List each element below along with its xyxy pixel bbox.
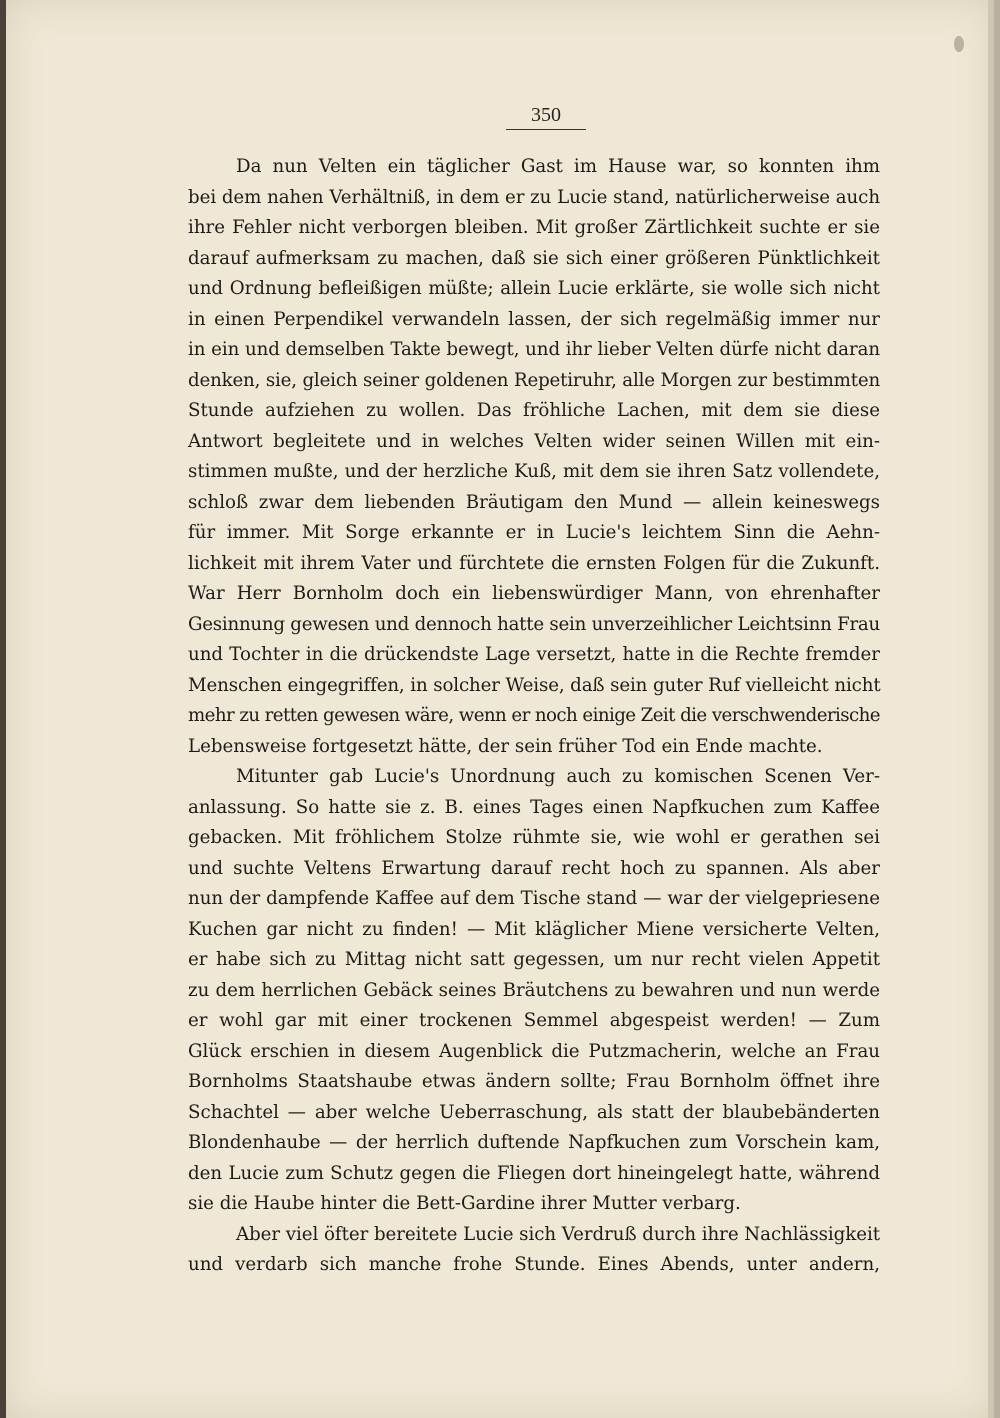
paragraph: [188, 1220, 880, 1281]
body-text: [188, 152, 880, 1281]
text-line: Kuchen gar nicht zu finden! — Mit kläglicher Miene versicherte Velten,: [188, 918, 880, 940]
text-line: er wohl gar mit einer trockenen Semmel abgespeist werden! — Zum: [188, 1010, 880, 1031]
text-line: er habe sich zu Mittag nicht satt gegessen, um nur recht vielen Appetit: [188, 949, 880, 970]
text-line: Antwort begleitete und in welches Velten wider seinen Willen mit ein-: [188, 430, 880, 452]
text-line: zu dem herrlichen Gebäck seines Bräutchens zu bewahren und nun werde: [188, 979, 880, 1001]
text-line: den Lucie zum Schutz gegen die Fliegen dort hineingelegt hatte, während: [188, 1162, 880, 1184]
paragraph: [188, 152, 880, 762]
book-page: [6, 0, 994, 1418]
text-line: mehr zu retten gewesen wäre, wenn er noch einige Zeit die verschwenderische: [188, 705, 880, 726]
text-line: Blondenhaube — der herrlich duftende Napfkuchen zum Vorschein kam,: [188, 1132, 880, 1153]
text-line: denken, sie, gleich seiner goldenen Repetiruhr, alle Morgen zur bestimmten: [188, 369, 880, 391]
text-line: Lebensweise fortgesetzt hätte, der sein früher Tod ein Ende machte.: [188, 735, 823, 757]
text-line: nun der dampfende Kaffee auf dem Tische stand — war der vielgepriesene: [188, 888, 880, 909]
text-line: Schachtel — aber welche Ueberraschung, als statt der blaubebänderten: [188, 1101, 880, 1123]
text-line: Gesinnung gewesen und dennoch hatte sein unverzeihlicher Leichtsinn Frau: [188, 613, 880, 635]
text-line: gebacken. Mit fröhlichem Stolze rühmte sie, wie wohl er gerathen sei: [188, 827, 880, 848]
text-line: Menschen eingegriffen, in solcher Weise, daß sein guter Ruf vielleicht nicht: [188, 674, 881, 696]
text-line: Stunde aufziehen zu wollen. Das fröhliche Lachen, mit dem sie diese: [188, 400, 880, 421]
text-line: War Herr Bornholm doch ein liebenswürdiger Mann, von ehrenhafter: [188, 583, 880, 604]
page-right-edge: [988, 0, 994, 1418]
text-line: sie die Haube hinter die Bett-Gardine ihrer Mutter verbarg.: [188, 1193, 741, 1214]
text-line: darauf aufmerksam zu machen, daß sie sich einer größeren Pünktlichkeit: [188, 247, 880, 269]
text-line: bei dem nahen Verhältniß, in dem er zu Lucie stand, natürlicherweise auch: [188, 186, 880, 208]
paragraph: [188, 762, 880, 1220]
text-line: lichkeit mit ihrem Vater und fürchtete die ernsten Folgen für die Zukunft.: [188, 552, 880, 574]
text-line: anlassung. So hatte sie z. B. eines Tages einen Napfkuchen zum Kaffee: [188, 796, 880, 818]
text-line: und verdarb sich manche frohe Stunde. Eines Abends, unter andern,: [188, 1254, 880, 1275]
text-line: in ein und demselben Takte bewegt, und ihr lieber Velten dürfe nicht daran: [188, 339, 880, 360]
paper-smudge: [954, 36, 964, 52]
header-rule: [506, 129, 586, 130]
text-line: Da nun Velten ein täglicher Gast im Hause war, so konnten ihm: [236, 156, 880, 177]
text-line: für immer. Mit Sorge erkannte er in Lucie's leichtem Sinn die Aehn-: [188, 522, 880, 543]
text-line: Glück erschien in diesem Augenblick die Putzmacherin, welche an Frau: [188, 1040, 880, 1062]
text-line: und Tochter in die drückendste Lage versetzt, hatte in die Rechte fremder: [188, 644, 880, 665]
text-line: ihre Fehler nicht verborgen bleiben. Mit großer Zärtlichkeit suchte er sie: [188, 217, 880, 238]
text-line: und Ordnung befleißigen müßte; allein Lucie erklärte, sie wolle sich nicht: [188, 278, 880, 299]
text-line: stimmen mußte, und der herzliche Kuß, mit dem sie ihren Satz vollendete,: [188, 461, 880, 482]
text-line: Bornholms Staatshaube etwas ändern sollte; Frau Bornholm öffnet ihre: [188, 1071, 880, 1092]
text-line: Mitunter gab Lucie's Unordnung auch zu komischen Scenen Ver-: [236, 766, 880, 787]
text-line: Aber viel öfter bereitete Lucie sich Verdruß durch ihre Nachlässigkeit: [236, 1223, 880, 1245]
text-line: und suchte Veltens Erwartung darauf recht hoch zu spannen. Als aber: [188, 857, 880, 879]
text-line: schloß zwar dem liebenden Bräutigam den Mund — allein keineswegs: [188, 491, 880, 513]
text-line: in einen Perpendikel verwandeln lassen, der sich regelmäßig immer nur: [188, 308, 880, 330]
page-number: 350: [531, 104, 561, 126]
